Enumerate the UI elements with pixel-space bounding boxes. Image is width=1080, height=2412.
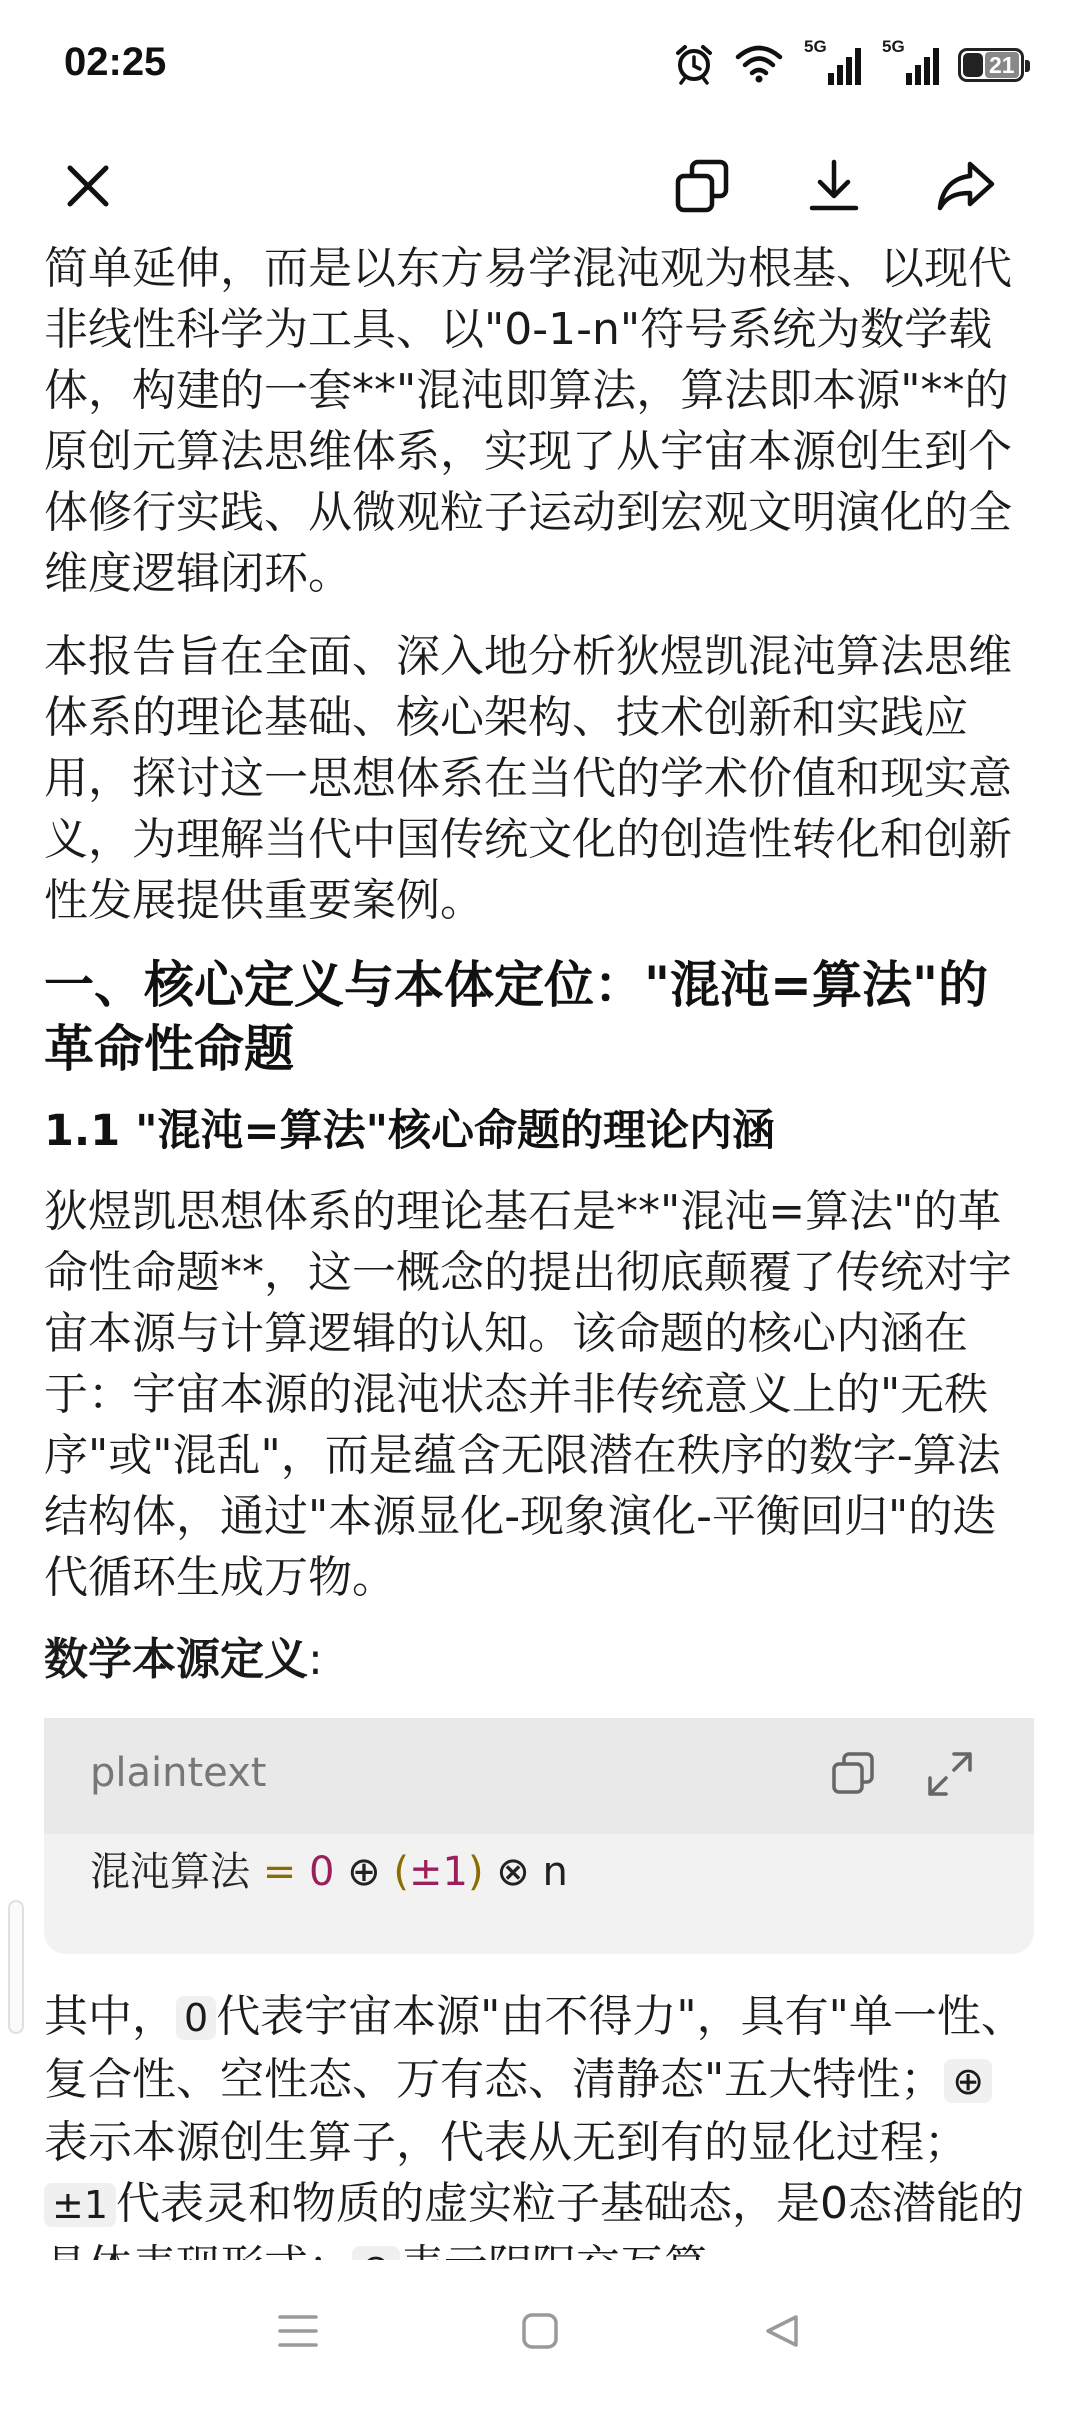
paragraph: 其中， 0 代表宇宙本源"由不得力"，具有"单一性、复合性、空性态、万有态、清静态"五大特性； ⊕表示本源创生算子，代表从无到有的显化过程；±1 代表灵和物质的虚实粒子基础态，是0态潜能的 (44, 1986, 1034, 2299)
copy-icon (672, 156, 732, 216)
section-heading: 一、核心定义与本体定位："混沌=算法"的革命性命题 (44, 956, 988, 1078)
close-button[interactable] (50, 148, 126, 224)
download-button[interactable] (796, 148, 872, 224)
code-expand-button[interactable] (922, 1746, 978, 1802)
share-icon (934, 156, 998, 216)
expand-icon (922, 1746, 978, 1802)
scroll-indicator[interactable] (8, 1900, 24, 2034)
wifi-icon (734, 43, 784, 87)
top-toolbar (0, 140, 1080, 240)
code-language-label: plaintext (90, 1750, 267, 1796)
back-icon (762, 2311, 802, 2351)
signal-5g-icon: 5G (880, 43, 940, 87)
menu-button[interactable] (258, 2296, 338, 2366)
code-line: 混沌算法 = 0 ⊕ (±1) ⊗ n (90, 1849, 568, 1895)
menu-icon (276, 2311, 320, 2351)
battery-icon (958, 48, 1024, 82)
home-button[interactable] (500, 2296, 580, 2366)
status-bar (0, 0, 1080, 140)
close-icon (60, 158, 116, 214)
back-button[interactable] (742, 2296, 822, 2366)
subsection-heading: 1.1 "混沌=算法"核心命题的理论内涵 (44, 1106, 775, 1156)
code-block-header (44, 1718, 1034, 1834)
copy-icon (826, 1746, 882, 1802)
share-button[interactable] (928, 148, 1004, 224)
home-icon (520, 2311, 560, 2351)
alarm-icon (672, 41, 716, 89)
system-nav-bar (0, 2260, 1080, 2412)
status-icons (672, 37, 1024, 90)
paragraph: 简单延伸，而是以东方易学混沌观为根基、以现代非线性科学为工具、以"0-1-n"符号系统为数学载体，构建的一套**"混沌即算法，算法即本源"**的原创元算法思维体系，实现了从宇宙本源创生到个体修行实践、从微观粒子运动到宏观文明演化的全维度逻辑闭环。 (44, 243, 1012, 599)
paragraph: 本报告旨在全面、深入地分析狄煜凯混沌算法思维体系的理论基础、核心架构、技术创新和实践应用，探讨这一思想体系在当代的学术价值和现实意义，为理解当代中国传统文化的创造性转化和创新性发展提供重要案例。 (44, 631, 1012, 926)
article-content (44, 238, 1034, 2258)
signal-5g-icon: 5G (802, 43, 862, 87)
paragraph: 狄煜凯思想体系的理论基石是**"混沌=算法"的革命性命题**，这一概念的提出彻底颠覆了传统对宇宙本源与计算逻辑的认知。该命题的核心内涵在于：宇宙本源的混沌状态并非传统意义上的"无秩序"或"混乱"，而是蕴含无限潜在秩序的数字-算法结构体，通过"本源显化-现象演化-平衡回归"的迭代循环生成万物。 (44, 1186, 1012, 1603)
code-copy-button[interactable] (826, 1746, 882, 1802)
download-icon (804, 156, 864, 216)
inline-code: ±1 (44, 2183, 116, 2227)
code-block (44, 1718, 1034, 1954)
inline-code: 0 (176, 1996, 216, 2040)
inline-code: ⊕ (944, 2059, 992, 2103)
definition-label: 数学本源定义: (44, 1634, 323, 1685)
clock: 02:25 (64, 40, 167, 84)
battery-level: 21 (985, 52, 1019, 78)
copy-button[interactable] (664, 148, 740, 224)
